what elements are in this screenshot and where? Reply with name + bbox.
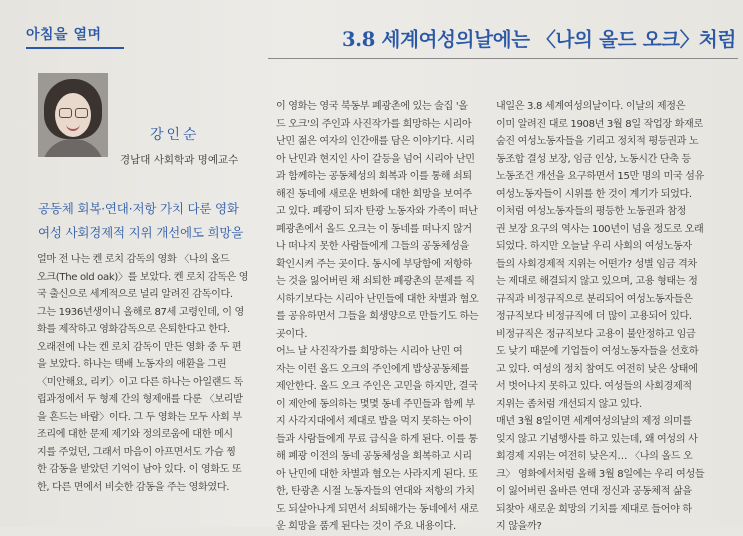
body-text-line: 고 있다. 여성의 정치 참여도 여전히 낮은 상태에 [496, 363, 698, 375]
article-column-3 [496, 98, 726, 536]
author-name: 강인순 [150, 127, 200, 143]
body-text-line: 되었다. 하지만 오늘날 우리 사회의 여성노동자 [496, 241, 692, 252]
body-text-line: 화를 제작하고 영화감독으로 은퇴한다고 한다. [37, 324, 230, 335]
body-text-line: 해 폐광 이전의 동네 공동체성을 회복하고 시리 [276, 451, 472, 462]
body-text-line: 잊지 않고 기념행사를 하고 있는데, 왜 여성의 사 [496, 433, 698, 445]
headline-divider [268, 58, 738, 59]
section-tag: 아침을 열며 [26, 24, 124, 49]
body-text-line: 권 보장 요구의 역사는 100년이 넘을 정도로 오래 [496, 223, 704, 235]
body-text-line: 한, 다른 면에서 비슷한 감동을 주는 영화였다. [37, 481, 230, 493]
body-text-line: 비정규직은 정규직보다 고용이 불안정하고 임금 [496, 328, 696, 340]
author-photo [38, 73, 108, 157]
body-text-line: 이처럼 여성노동자들의 평등한 노동권과 참정 [496, 206, 687, 217]
body-text-line: 국 출신으로 세계적으로 널리 알려진 감독이다. [37, 289, 233, 300]
body-text-line: 는 제대로 해결되지 않고 있으며, 고용 형태는 정 [496, 276, 698, 287]
body-text-line: 폐광촌에서 올드 오크는 이 동네를 떠나지 않거 [276, 223, 472, 235]
body-text-line: 지를 주었던, 그래서 마음이 아프면서도 가슴 찡 [37, 446, 236, 458]
body-text-line: 들의 사회경제적 지위는 어떤가? 성별 임금 격차 [496, 258, 697, 270]
body-text-line: 자는 이런 올드 오크의 주인에게 밥상공동체를 [276, 363, 469, 375]
body-text-line: 나 떠나지 못한 사람들에게 그들의 공동체성을 [276, 241, 469, 252]
body-text-line: 한 감동을 받았던 기억이 남아 있다. 이 영화도 또 [37, 464, 242, 475]
body-text-line: 운 희망을 품게 된다는 것이 주요 내용이다. [276, 521, 456, 532]
body-text-line: 난민 젊은 여자의 인간애를 담은 이야기다. 시리 [276, 136, 475, 147]
article-column-2 [276, 98, 493, 536]
body-text-line: 매년 3월 8일이면 세계여성의날의 제정 의미를 [496, 416, 692, 427]
body-text-line: 그는 1936년생이니 올해로 87세 고령인데, 이 영 [37, 306, 244, 318]
body-text-line: 조리에 대한 문제 제기와 정의로움에 대한 메시 [37, 429, 233, 440]
body-text-line: 오래전에 나는 켄 로치 감독이 만든 영화 중 두 편 [37, 341, 242, 353]
body-text-line: 이 잃어버린 올바른 연대 정신과 공동체적 삶을 [496, 486, 692, 497]
body-text-line: 어느 날 사진작가를 희망하는 시리아 난민 여 [276, 346, 463, 357]
body-text-line: 드 오크'의 주인과 사진작가를 희망하는 시리아 [276, 118, 472, 130]
body-text-line: 여성노동자들이 시위를 한 것이 계기가 되었다. [496, 188, 692, 200]
body-text-line: 회경제 지위는 여전히 낮은지… 〈나의 올드 오 [496, 451, 693, 462]
body-text-line: 되찾아 새로운 희망의 기치를 제대로 들어야 하 [496, 503, 692, 515]
body-text-line: 서 벗어나지 못하고 있다. 여성들의 사회경제적 [496, 381, 692, 392]
body-text-line: 지 않을까? [496, 521, 542, 532]
body-text-line: 한, 탄광촌 시절 노동자들의 연대와 저항의 가치 [276, 486, 475, 497]
body-text-line: 내일은 3.8 세계여성의날이다. 이날의 제정은 [496, 101, 686, 112]
body-text-line: 규직과 비정규직으로 분리되어 여성노동자들은 [496, 293, 693, 305]
body-text-line: 아 난민에 대한 차별과 혐오는 사라지게 된다. 또 [276, 468, 478, 480]
body-text-line: 시하기보다는 시리아 난민들에 대한 차별과 혐오 [276, 293, 479, 305]
body-text-line: 들과 사람들에게 무료 급식을 하게 된다. 이를 통 [276, 433, 478, 445]
headline: 3.8 세계여성의날에는 〈나의 올드 오크〉처럼 [342, 28, 736, 51]
body-text-line: 도 낮기 때문에 기업들이 여성노동자들을 선호하 [496, 346, 699, 357]
body-text-line: 오크(The old oak)〉를 보았다. 켄 로치 감독은 영 [37, 271, 249, 283]
body-text-line: 을 보았다. 하나는 택배 노동자의 애환을 그린 [37, 359, 227, 370]
body-text-line: 확인시켜 주는 곳이다. 동시에 부당함에 저항하 [276, 258, 472, 270]
body-text-line: 도 되살아나게 되면서 쇠퇴해가는 동네에서 새로 [276, 503, 479, 515]
body-text-line: 립과정에서 두 형제 간의 형제애를 다룬 〈보리밭 [37, 394, 243, 405]
body-text-line: 얼마 전 나는 켄 로치 감독의 영화 〈나의 올드 [37, 254, 230, 265]
body-text-line: 〈미안해요, 리키〉이고 다른 하나는 아일랜드 독 [37, 376, 243, 388]
body-text-line: 지위는 좀처럼 개선되지 않고 있다. [496, 398, 642, 410]
body-text-line: 제안한다. 올드 오크 주인은 고민을 하지만, 결국 [276, 381, 478, 392]
body-text-line: 지 사각지대에서 제대로 밥을 먹지 못하는 아이 [276, 416, 472, 427]
article-column-1 [37, 251, 277, 496]
body-text-line: 해진 동네에 새로운 변화에 대한 희망을 보여주 [276, 188, 472, 200]
subhead-line: 공동체 회복·연대·저항 가치 다룬 영화 [38, 201, 239, 216]
body-text-line: 동조합 결성 보장, 임금 인상, 노동시간 단축 등 [496, 153, 691, 165]
body-text-line: 숨진 여성노동자들을 기리고 정치적 평등권과 노 [496, 136, 699, 147]
subhead-line: 여성 사회경제적 지위 개선에도 희망을 [38, 225, 244, 240]
body-text-line: 을 흔드는 바람〉이다. 그 두 영화는 모두 사회 부 [37, 411, 242, 423]
body-text-line: 노동조건 개선을 요구하면서 15만 명의 미국 섬유 [496, 171, 704, 182]
body-text-line: 고 있다. 폐광이 되자 탄광 노동자와 가족이 떠난 [276, 206, 478, 217]
body-text-line: 이미 알려진 대로 1908년 3월 8일 작업장 화재로 [496, 118, 703, 130]
body-text-line: 이 영화는 영국 북동부 폐광촌에 있는 술집 '올 [276, 101, 468, 112]
body-text-line: 를 공유하면서 그들을 희생양으로 만들기도 하는 [276, 311, 479, 322]
subheadline [38, 197, 268, 245]
body-text-line: 아 난민과 현지인 사이 갈등을 넘어 시리아 난민 [276, 153, 475, 165]
body-text-line: 곳이다. [276, 328, 308, 340]
body-text-line: 이 제안에 동의하는 몇몇 동네 주민들과 함께 부 [276, 398, 475, 410]
author-title: 경남대 사회학과 명예교수 [120, 154, 239, 166]
body-text-line: 정규직보다 비정규직에 더 많이 고용되어 있다. [496, 311, 692, 322]
body-text-line: 과 함께하는 공동체성의 회복과 이를 통해 쇠퇴 [276, 171, 472, 182]
body-text-line: 크〉 영화에서처럼 올해 3월 8일에는 우리 여성들 [496, 468, 705, 480]
body-text-line: 는 것을 잃어버린 채 쇠퇴한 폐광촌의 문제를 직 [276, 276, 475, 287]
